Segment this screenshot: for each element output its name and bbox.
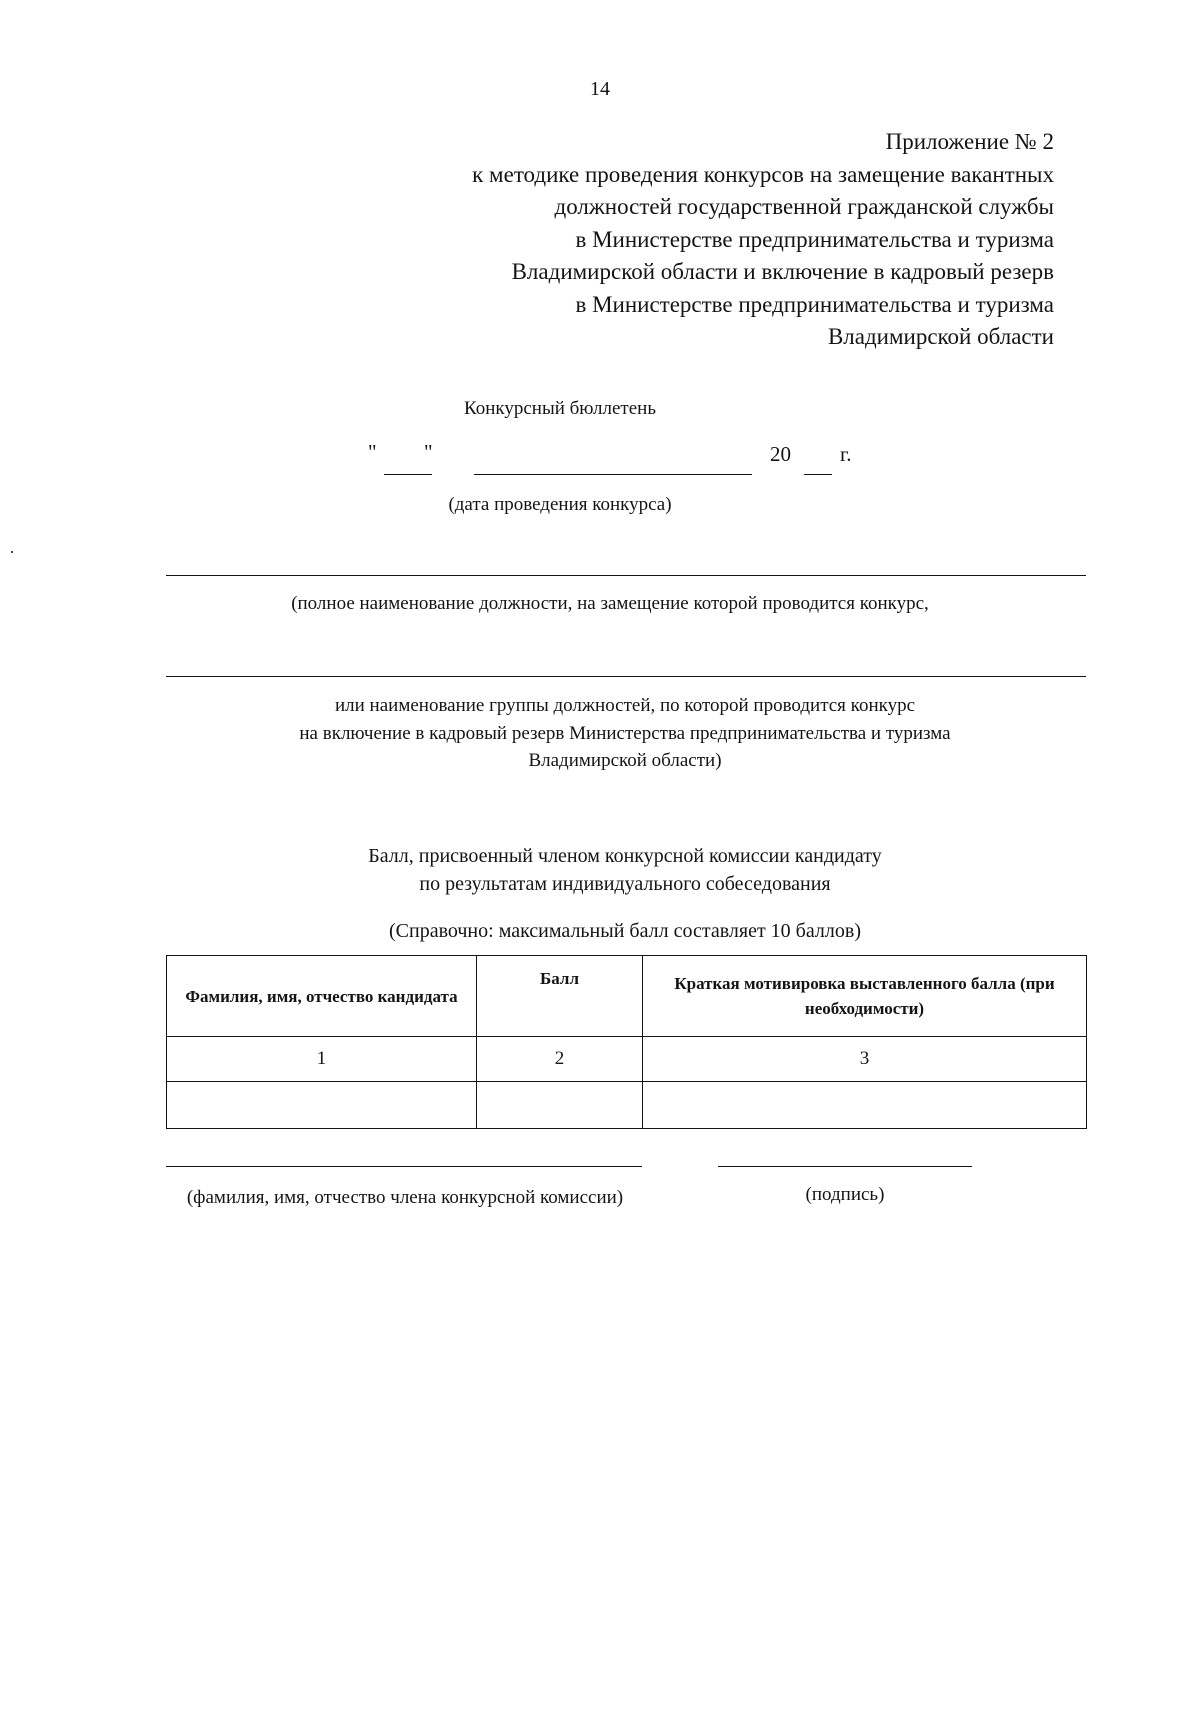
year-blank-line <box>804 474 832 475</box>
appendix-line: в Министерстве предпринимательства и туризма <box>575 226 1054 252</box>
caption-line: на включение в кадровый резерв Министерства предпринимательства и туризма <box>299 722 951 744</box>
table-cell <box>477 1082 643 1129</box>
appendix-title: Приложение № 2 <box>885 129 1054 154</box>
caption-line: или наименование группы должностей, по которой проводится конкурс <box>334 695 916 716</box>
appendix-line: Владимирской области <box>827 324 1054 349</box>
table-cell: 1 <box>167 1037 477 1082</box>
table-header-row <box>167 956 1087 1037</box>
appendix-line: к методике проведения конкурсов на замещение вакантных <box>472 161 1054 187</box>
year-suffix: г. <box>840 442 852 466</box>
month-blank-line <box>474 474 752 475</box>
member-name-caption: (фамилия, имя, отчество члена конкурсной комиссии) <box>186 1187 624 1208</box>
appendix-line: в Министерстве предпринимательства и туризма <box>575 291 1054 317</box>
date-line <box>360 440 860 480</box>
position-group-line <box>166 676 1086 677</box>
signature-caption: (подпись) <box>805 1184 885 1205</box>
table-row <box>167 1082 1087 1129</box>
score-heading-line: Балл, присвоенный членом конкурсной комиссии кандидату <box>368 845 882 867</box>
table-cell: 2 <box>477 1037 643 1082</box>
col-header-candidate: Фамилия, имя, отчество кандидата <box>167 956 477 1037</box>
ballot-title: Конкурсный бюллетень <box>464 398 656 419</box>
quote-open: " <box>368 440 377 464</box>
position-name-line <box>166 575 1086 576</box>
appendix-line: должностей государственной гражданской службы <box>554 194 1054 219</box>
scan-speck <box>11 551 13 553</box>
col-header-score: Балл <box>477 956 643 1037</box>
table-cell: 3 <box>643 1037 1087 1082</box>
score-heading-line: по результатам индивидуального собеседования <box>419 873 831 895</box>
appendix-header <box>294 126 1054 354</box>
table-numbering-row <box>167 1037 1087 1082</box>
position-group-caption <box>100 692 1150 775</box>
table-cell <box>643 1082 1087 1129</box>
date-caption: (дата проведения конкурса) <box>448 494 672 515</box>
signature-line <box>718 1166 972 1167</box>
score-heading <box>0 842 1200 898</box>
appendix-line: Владимирской области и включение в кадровый резерв <box>511 259 1054 284</box>
col-header-motivation: Краткая мотивировка выставленного балла (при необходимости) <box>643 956 1087 1037</box>
year-prefix: 20 <box>770 442 791 466</box>
day-blank-line <box>384 474 432 475</box>
position-caption: (полное наименование должности, на замещение которой проводится конкурс, <box>291 593 929 614</box>
caption-line: Владимирской области) <box>528 750 722 771</box>
member-name-line <box>166 1166 642 1167</box>
table-cell <box>167 1082 477 1129</box>
score-table <box>166 955 1087 1129</box>
score-note: (Справочно: максимальный балл составляет 10 баллов) <box>389 920 861 942</box>
page-number: 14 <box>590 78 610 100</box>
quote-close: " <box>424 440 433 464</box>
